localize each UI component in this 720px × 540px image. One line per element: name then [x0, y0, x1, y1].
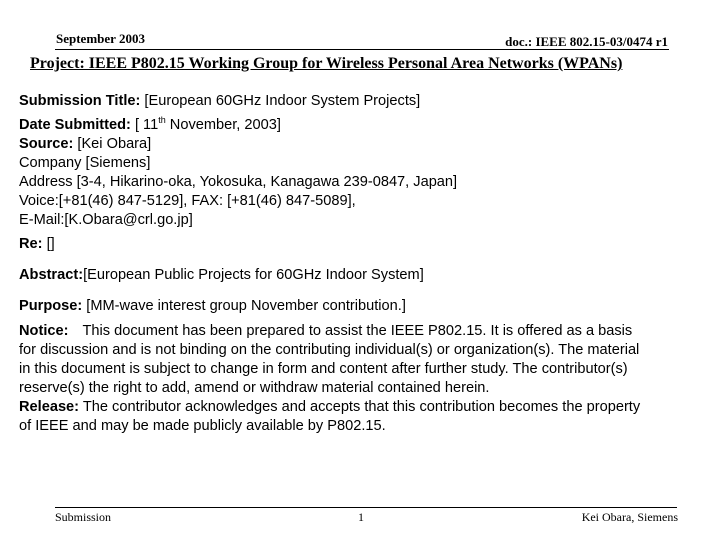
purpose-label: Purpose: — [19, 297, 83, 314]
date-submitted-sup: th — [158, 115, 166, 125]
notice-line-2: for discussion and is not binding on the contributing individual(s) or organization(s). The material — [19, 341, 640, 358]
release-text-1: The contributor acknowledges and accepts that this contribution becomes the property — [79, 398, 641, 415]
footer-author: Kei Obara, Siemens — [581, 510, 678, 524]
purpose-value: [MM-wave interest group November contribution.] — [82, 297, 406, 314]
header-doc-ref: doc.: IEEE 802.15-03/0474 r1 — [505, 34, 668, 49]
date-submitted-line — [19, 111, 709, 135]
abstract-value: [European Public Projects for 60GHz Indoor System] — [83, 266, 424, 283]
address-line: Address [3-4, Hikarino-oka, Yokosuka, Kanagawa 239-0847, Japan] — [19, 173, 458, 190]
abstract-line — [19, 266, 709, 285]
notice-text-1: This document has been prepared to assist the IEEE P802.15. It is offered as a basis — [82, 322, 633, 339]
company-line: Company [Siemens] — [19, 154, 151, 171]
date-submitted-post: November, 2003] — [165, 116, 281, 133]
submission-title-value: [European 60GHz Indoor System Projects] — [140, 93, 421, 109]
re-value: [] — [42, 235, 55, 252]
notice-line-3: in this document is subject to change in form and content after further study. The contributor(s) — [19, 360, 628, 377]
email-line: E-Mail:[K.Obara@crl.go.jp] — [19, 211, 193, 228]
notice-label: Notice: — [19, 322, 69, 339]
source-value: [Kei Obara] — [73, 135, 152, 152]
re-line — [19, 235, 709, 254]
re-label: Re: — [19, 235, 43, 252]
submission-title-line — [19, 92, 709, 111]
submission-body — [19, 92, 709, 436]
submission-title-label: Submission Title: — [19, 93, 141, 109]
voice-line: Voice:[+81(46) 847-5129], FAX: [+81(46) 847-5089], — [19, 192, 356, 209]
notice-line-1 — [19, 322, 709, 341]
header-date: September 2003 — [56, 31, 145, 46]
date-submitted-pre: [ 11 — [130, 116, 159, 133]
footer-page-number: 1 — [358, 510, 364, 524]
abstract-label: Abstract: — [19, 266, 84, 283]
project-title: Project: IEEE P802.15 Working Group for Wireless Personal Area Networks (WPANs) — [30, 55, 623, 72]
header-divider — [55, 49, 669, 50]
source-line — [19, 135, 709, 154]
release-line-1 — [19, 398, 709, 417]
source-label: Source: — [19, 135, 74, 152]
footer-divider — [55, 507, 677, 508]
date-submitted-label: Date Submitted: — [19, 116, 131, 133]
notice-line-4: reserve(s) the right to add, amend or withdraw material contained herein. — [19, 379, 490, 396]
purpose-line — [19, 297, 709, 316]
release-line-2: of IEEE and may be made publicly available by P802.15. — [19, 417, 386, 434]
release-label: Release: — [19, 398, 80, 415]
footer-submission: Submission — [55, 510, 112, 524]
